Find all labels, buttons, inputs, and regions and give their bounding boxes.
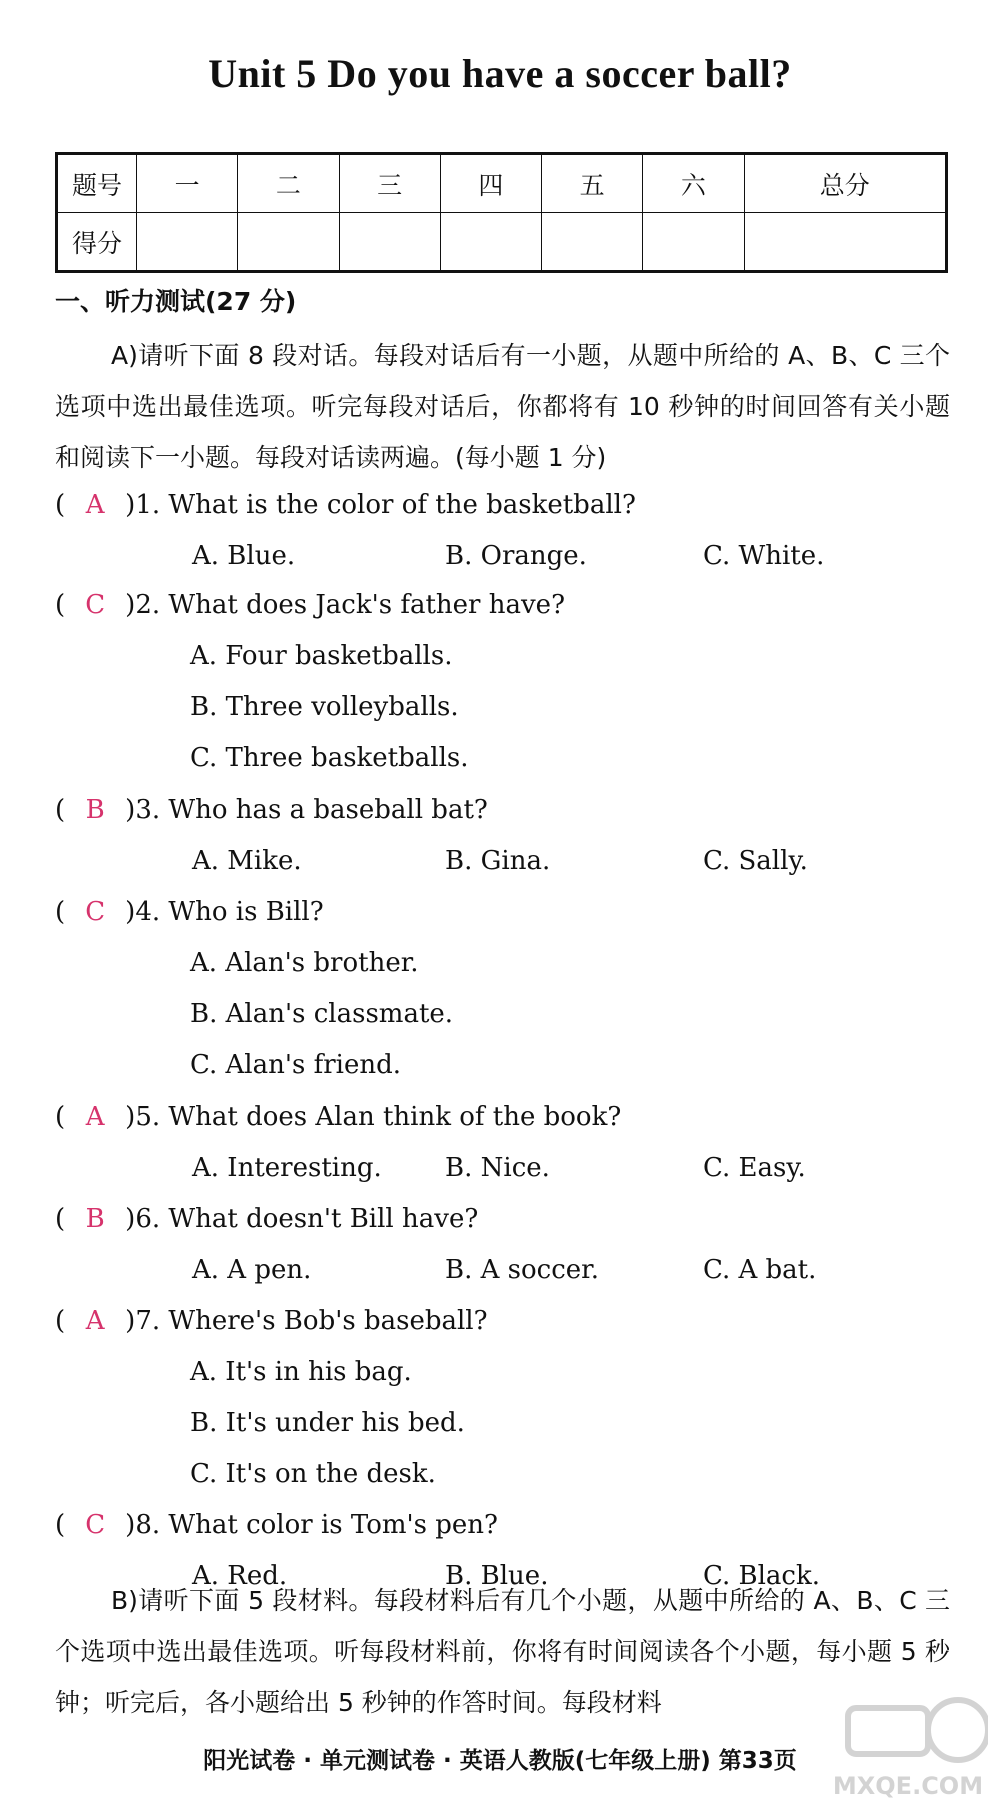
score-header-cell: 二 [238,154,339,213]
answer-paren-close: ) [125,897,136,927]
option-a: A. Red. [192,1561,288,1591]
score-header-cell: 三 [339,154,440,213]
answer-paren-close: ) [125,1102,136,1132]
score-cell [440,213,541,272]
watermark [828,1690,988,1800]
score-row-label: 得分 [57,213,137,272]
answer-paren-open: ( [55,590,66,620]
score-cell [744,213,947,272]
answer-paren-open: ( [55,897,66,927]
answer-letter: A [85,1102,105,1132]
part-b-instructions: B)请听下面 5 段材料。每段材料后有几个小题，从题中所给的 A、B、C 三个选项中选出最佳选项。听每段材料前，你将有时间阅读各个小题，每小题 5 秒钟；听完后，各小题给出 5 秒钟的作答时间。每段材料 [55,1586,950,1717]
answer-paren-close: ) [125,1306,136,1336]
answer-letter: C [85,1510,106,1540]
score-header-cell: 四 [440,154,541,213]
question-text: 3. Who has a baseball bat? [135,795,488,825]
option-a: A. Blue. [192,541,296,571]
question-8 [55,1500,498,1551]
answer-paren-close: ) [125,795,136,825]
option-a: A. Interesting. [192,1153,382,1183]
score-table-score-row [57,213,947,272]
option-a: A. Alan's brother. [190,948,419,978]
score-header-cell: 六 [643,154,744,213]
part-a-instructions: A)请听下面 8 段对话。每段对话后有一小题，从题中所给的 A、B、C 三个选项中选出最佳选项。听完每段对话后，你都将有 10 秒钟的时间回答有关小题和阅读下一小题。每段对话读两遍。(每小题 1 分) [55,341,950,472]
option-a: A. Mike. [192,846,302,876]
score-cell [339,213,440,272]
answer-paren-open: ( [55,1204,66,1234]
score-table [55,152,948,273]
question-4 [55,887,324,938]
watermark-logo-icon [828,1690,988,1775]
score-cell [137,213,238,272]
score-header-cell: 题号 [57,154,137,213]
option-a: A. Four basketballs. [190,641,453,671]
answer-letter: B [85,795,105,825]
answer-letter: C [85,590,106,620]
section-title-listening: 一、听力测试(27 分) [55,287,297,316]
page-title: Unit 5 Do you have a soccer ball? [208,51,792,96]
page-footer: 阳光试卷 · 单元测试卷 · 英语人教版(七年级上册) 第33页 [203,1748,797,1774]
question-2 [55,580,565,631]
answer-paren-open: ( [55,1510,66,1540]
answer-paren-close: ) [125,1204,136,1234]
watermark-text: MXQE.COM [832,1772,984,1800]
option-c: C. A bat. [703,1255,817,1285]
option-a: A. A pen. [192,1255,312,1285]
answer-letter: C [85,897,106,927]
answer-paren-close: ) [125,490,136,520]
answer-paren-open: ( [55,1102,66,1132]
score-table-header-row [57,154,947,213]
option-b: B. A soccer. [445,1255,600,1285]
option-c: C. Sally. [703,846,808,876]
option-b: B. Nice. [445,1153,550,1183]
option-c: C. Easy. [703,1153,806,1183]
score-header-cell: 一 [137,154,238,213]
answer-paren-open: ( [55,795,66,825]
option-b: B. Orange. [445,541,587,571]
answer-letter: A [85,490,105,520]
question-text: 6. What doesn't Bill have? [135,1204,479,1234]
option-b: B. Three volleyballs. [190,692,459,722]
question-text: 4. Who is Bill? [135,897,324,927]
question-1 [55,480,636,531]
score-cell [542,213,643,272]
option-c: C. Three basketballs. [190,743,469,773]
option-c: C. Black. [703,1561,820,1591]
question-6 [55,1194,478,1245]
score-header-cell: 五 [542,154,643,213]
option-b: B. Gina. [445,846,551,876]
question-5 [55,1092,621,1143]
question-text: 5. What does Alan think of the book? [135,1102,622,1132]
score-cell [238,213,339,272]
option-b: B. Alan's classmate. [190,999,454,1029]
option-c: C. White. [703,541,825,571]
answer-letter: A [85,1306,105,1336]
answer-letter: B [85,1204,105,1234]
question-text: 1. What is the color of the basketball? [135,490,636,520]
option-b: B. Blue. [445,1561,549,1591]
score-header-cell: 总分 [744,154,947,213]
answer-paren-close: ) [125,1510,136,1540]
question-text: 7. Where's Bob's baseball? [135,1306,488,1336]
question-text: 8. What color is Tom's pen? [135,1510,498,1540]
option-a: A. It's in his bag. [190,1357,412,1387]
option-c: C. Alan's friend. [190,1050,401,1080]
answer-paren-open: ( [55,490,66,520]
score-cell [643,213,744,272]
answer-paren-open: ( [55,1306,66,1336]
option-c: C. It's on the desk. [190,1459,436,1489]
answer-paren-close: ) [125,590,136,620]
question-3 [55,785,488,836]
question-7 [55,1296,488,1347]
option-b: B. It's under his bed. [190,1408,465,1438]
question-text: 2. What does Jack's father have? [135,590,566,620]
